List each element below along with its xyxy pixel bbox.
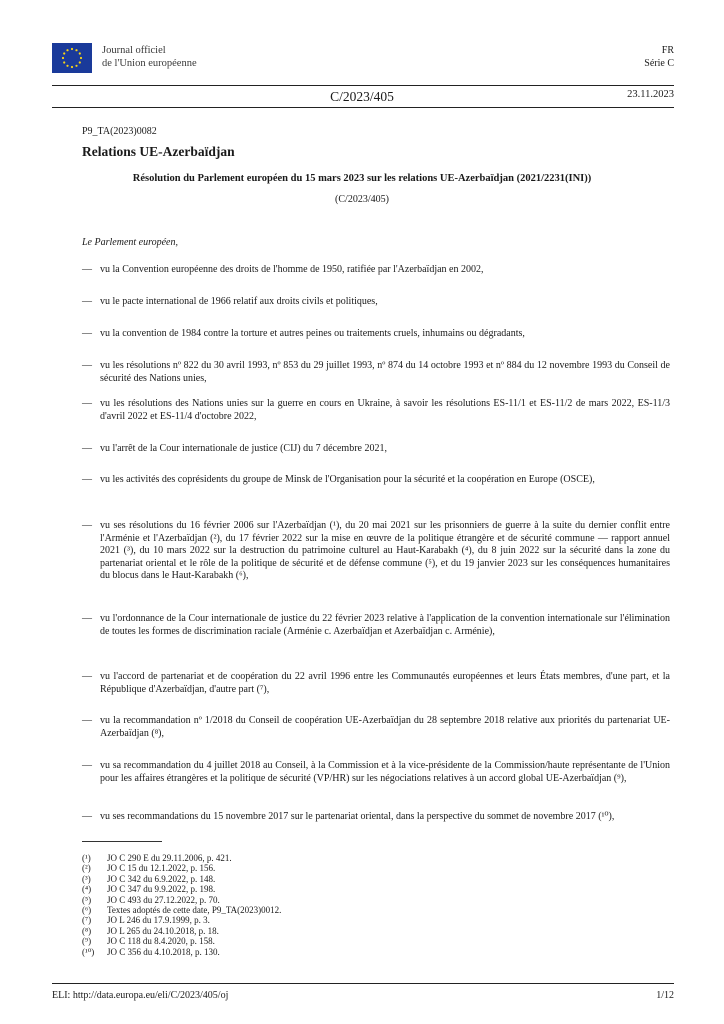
footnote-number: (⁶) — [82, 905, 92, 916]
footer-divider — [52, 983, 674, 984]
citation-item — [82, 715, 670, 740]
citation-item — [82, 474, 670, 487]
footnote-text: JO C 493 du 27.12.2022, p. 70. — [107, 894, 220, 905]
journal-name — [102, 45, 197, 70]
dash-marker: — — [82, 811, 92, 822]
citation-text: vu la recommandation nº 1/2018 du Conseil de coopération UE-Azerbaïdjan du 28 septembre 2018 relative aux priorités du partenariat UE-Azerbaïdjan (⁸), — [100, 715, 670, 739]
footnote — [82, 905, 482, 915]
footnote — [82, 895, 482, 905]
citation-item — [82, 520, 670, 583]
citation-text: vu les activités des coprésidents du groupe de Minsk de l'Organisation pour la sécurité et la coopération en Europe (OSCE), — [100, 474, 595, 485]
footnote-number: (⁴) — [82, 884, 92, 895]
footnote-list — [82, 853, 482, 957]
footnote-text: JO L 265 du 24.10.2018, p. 18. — [107, 925, 219, 936]
citation-item — [82, 613, 670, 638]
header-divider-top — [52, 85, 674, 86]
eli-link[interactable]: ELI: http://data.europa.eu/eli/C/2023/405/oj — [52, 990, 229, 1001]
footnote — [82, 936, 482, 946]
journal-header — [52, 43, 674, 85]
dash-marker: — — [82, 715, 92, 726]
footnote — [82, 915, 482, 925]
language-series — [644, 45, 674, 70]
footnote-number: (⁵) — [82, 894, 92, 905]
citation-text: vu ses résolutions du 16 février 2006 sur l'Azerbaïdjan (¹), du 20 mai 2021 sur les prisonniers de guerre à la suite du dernier conflit entre l'Arménie et l'Azerbaïdjan (²), du 17 février 2022 sur la mise en œuvre de la politique étrangère et de sécurité commune — rapport annuel 2021 (³), du 10 mars 2022 sur la destruction du patrimoine culturel au Haut-Karabakh (⁴), du 8 juin 2022 sur la sécurité dans la zone du partenariat oriental et le rôle de la politique de sécurité et de défense commune (⁵), et du 19 janvier 2023 sur les conséquences humanitaires du blocus dans le Haut-Karabakh (⁶), — [100, 520, 670, 582]
intro-text: Le Parlement européen, — [82, 237, 178, 248]
citation-text: vu l'ordonnance de la Cour internationale de justice du 22 février 2023 relative à l'application de la convention internationale sur l'élimination de toutes les formes de discrimination raciale (Arménie c. Azerbaïdjan et Azerbaïdjan c. Arménie), — [100, 613, 670, 637]
footnote — [82, 853, 482, 863]
resolution-subtitle: Résolution du Parlement européen du 15 mars 2023 sur les relations UE-Azerbaïdjan (2021/2231(INI)) — [132, 173, 592, 184]
citation-text: vu le pacte international de 1966 relatif aux droits civils et politiques, — [100, 296, 378, 307]
dash-marker: — — [82, 296, 92, 307]
footnote — [82, 884, 482, 894]
dash-marker: — — [82, 520, 92, 531]
citation-item — [82, 360, 670, 385]
citation-item — [82, 398, 670, 423]
footnote-divider — [82, 841, 162, 842]
citation-item — [82, 811, 670, 824]
dash-marker: — — [82, 264, 92, 275]
footnote-text: JO C 15 du 12.1.2022, p. 156. — [107, 863, 216, 874]
reference-code: P9_TA(2023)0082 — [82, 126, 157, 137]
footnote — [82, 926, 482, 936]
citation-item — [82, 671, 670, 696]
language-code: FR — [661, 45, 674, 56]
footnote-text: JO C 342 du 6.9.2022, p. 148. — [107, 873, 216, 884]
footnote-number: (⁸) — [82, 925, 92, 936]
citation-item — [82, 760, 670, 785]
citation-item — [82, 328, 670, 341]
footnote-text: JO C 347 du 9.9.2022, p. 198. — [107, 884, 216, 895]
footnote-text: JO C 356 du 4.10.2018, p. 130. — [107, 946, 220, 957]
footnote-text: Textes adoptés de cette date, P9_TA(2023)0012. — [107, 905, 282, 916]
footnote-number: (³) — [82, 873, 91, 884]
citation-text: vu l'accord de partenariat et de coopération du 22 avril 1996 entre les Communautés européennes et leurs États membres, d'une part, et la République d'Azerbaïdjan, d'autre part (⁷), — [100, 671, 670, 695]
citation-text: vu la Convention européenne des droits de l'homme de 1950, ratifiée par l'Azerbaïdjan en 2002, — [100, 264, 484, 275]
footnote-text: JO C 118 du 8.4.2020, p. 158. — [107, 936, 215, 947]
footnote-number: (⁹) — [82, 936, 92, 947]
citation-text: vu sa recommandation du 4 juillet 2018 au Conseil, à la Commission et à la vice-présidente de la Commission/haute représentante de l'Union pour les affaires étrangères et la politique de sécurité (VP/HR) sur les négociations relatives à un accord global UE-Azerbaïdjan (⁹), — [100, 760, 670, 784]
footnote-text: JO C 290 E du 29.11.2006, p. 421. — [107, 853, 232, 863]
journal-name-line2: de l'Union européenne — [102, 57, 197, 69]
journal-name-line1: Journal officiel — [102, 45, 166, 56]
eu-flag-icon — [52, 43, 92, 73]
dash-marker: — — [82, 398, 92, 409]
series-label: Série C — [644, 57, 674, 69]
footnote — [82, 874, 482, 884]
page-title: Relations UE-Azerbaïdjan — [82, 144, 235, 159]
dash-marker: — — [82, 443, 92, 454]
document-code: (C/2023/405) — [335, 194, 389, 205]
citation-item — [82, 264, 670, 277]
page-number: 1/12 — [656, 990, 674, 1001]
document-number: C/2023/405 — [330, 89, 394, 104]
citation-text: vu l'arrêt de la Cour internationale de justice (CIJ) du 7 décembre 2021, — [100, 443, 387, 454]
footnote-number: (¹) — [82, 853, 91, 863]
dash-marker: — — [82, 671, 92, 682]
citation-item — [82, 443, 670, 456]
citation-text: vu les résolutions nº 822 du 30 avril 1993, nº 853 du 29 juillet 1993, nº 874 du 14 octobre 1993 et nº 884 du 12 novembre 1993 du Conseil de sécurité des Nations unies, — [100, 360, 670, 384]
citation-item — [82, 296, 670, 309]
publication-date: 23.11.2023 — [627, 89, 674, 100]
footnote-number: (¹⁰) — [82, 946, 95, 957]
citation-text: vu les résolutions des Nations unies sur la guerre en cours en Ukraine, à savoir les résolutions ES-11/1 et ES-11/2 de mars 2022, ES-11/3 d'avril 2022 et ES-11/4 d'octobre 2022, — [100, 398, 670, 422]
footnote — [82, 947, 482, 957]
dash-marker: — — [82, 360, 92, 371]
footnote-number: (²) — [82, 863, 91, 874]
dash-marker: — — [82, 613, 92, 624]
dash-marker: — — [82, 474, 92, 485]
header-divider-bottom — [52, 107, 674, 108]
footnote-number: (⁷) — [82, 915, 92, 926]
footnote — [82, 863, 482, 873]
footnote-text: JO L 246 du 17.9.1999, p. 3. — [107, 915, 210, 926]
dash-marker: — — [82, 760, 92, 771]
citation-text: vu ses recommandations du 15 novembre 2017 sur le partenariat oriental, dans la perspective du sommet de novembre 2017 (¹⁰), — [100, 811, 615, 822]
citation-text: vu la convention de 1984 contre la torture et autres peines ou traitements cruels, inhumains ou dégradants, — [100, 328, 525, 339]
dash-marker: — — [82, 328, 92, 339]
